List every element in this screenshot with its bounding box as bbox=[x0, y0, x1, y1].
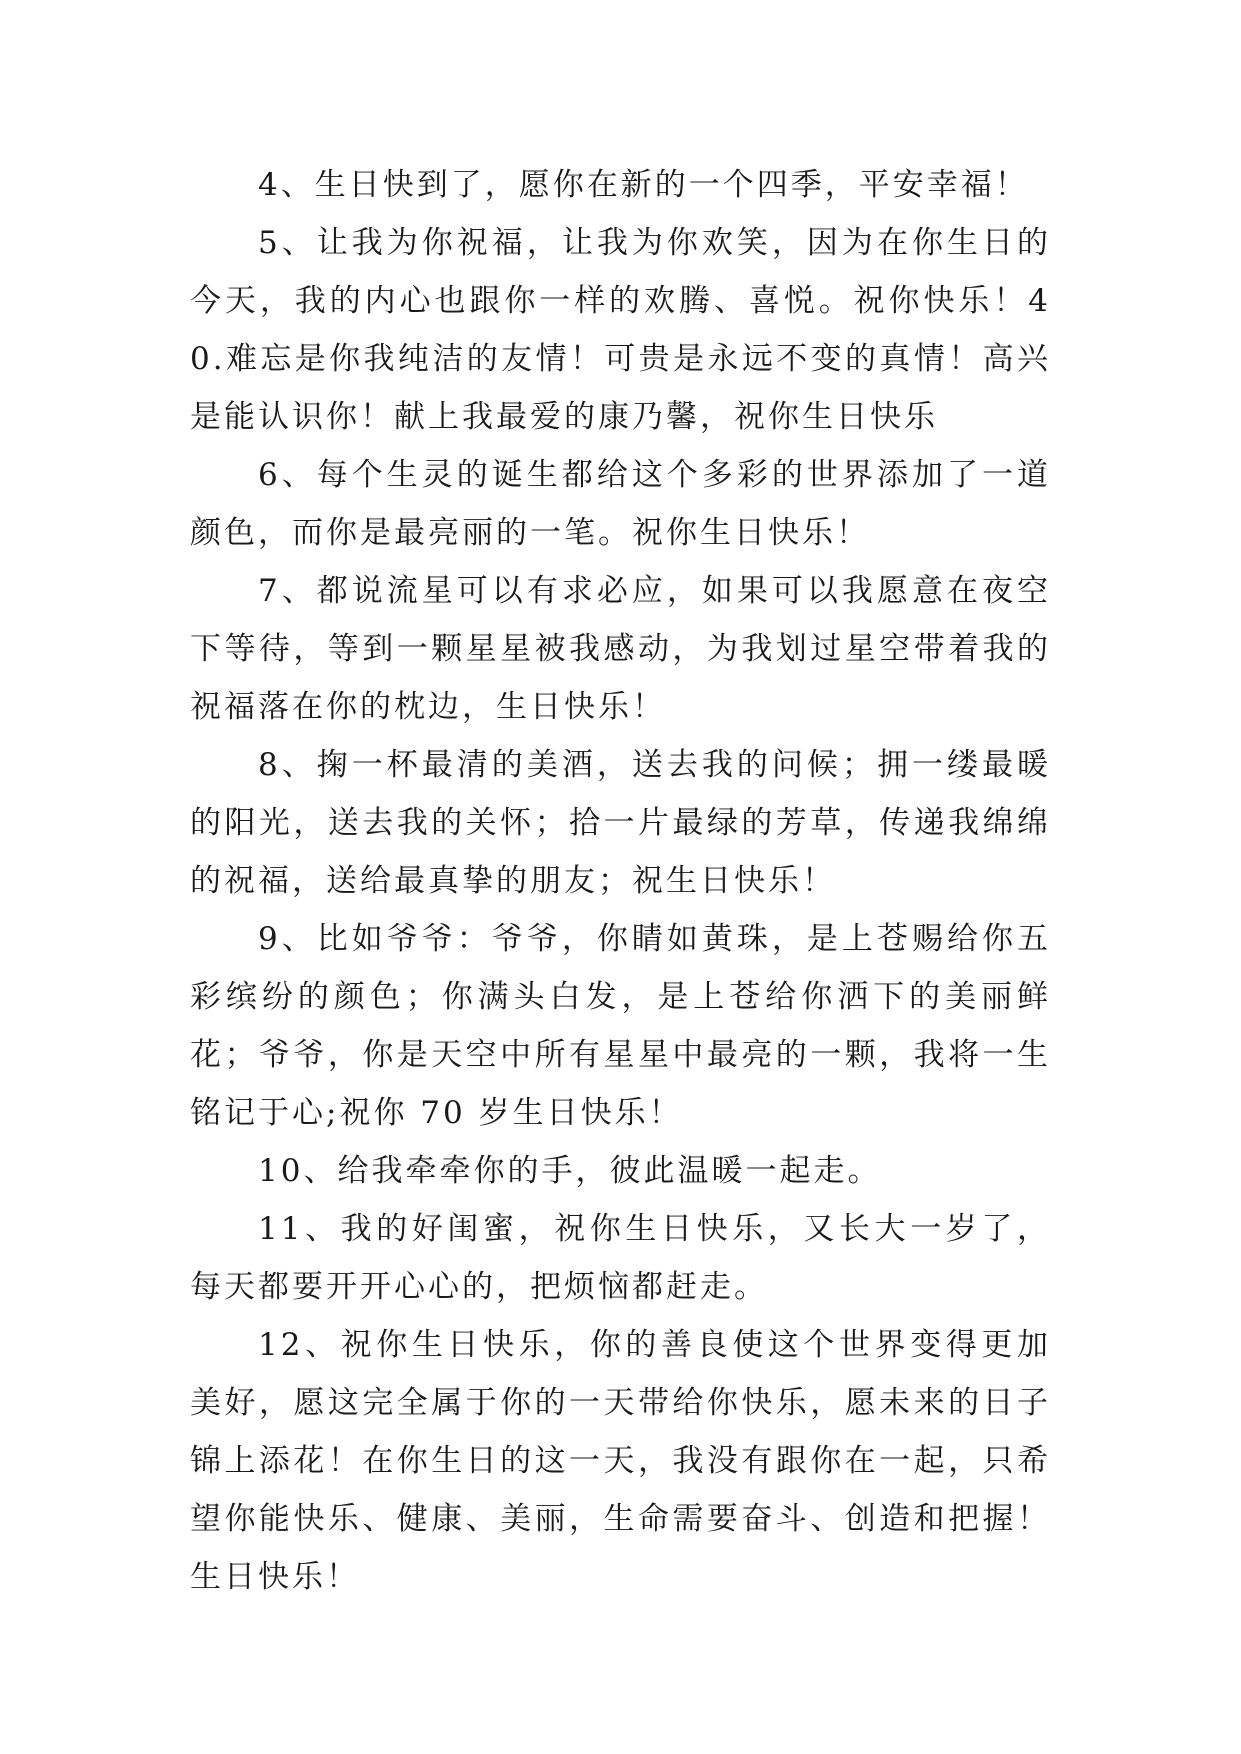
paragraph-8: 8、掬一杯最清的美酒，送去我的问候；拥一缕最暖的阳光，送去我的关怀；拾一片最绿的芳草，传递我绵绵的祝福，送给最真挚的朋友；祝生日快乐！ bbox=[190, 747, 1051, 899]
paragraph-9: 9、比如爷爷：爷爷，你睛如黄珠，是上苍赐给你五彩缤纷的颜色；你满头白发，是上苍给你洒下的美丽鲜花；爷爷，你是天空中所有星星中最亮的一颗，我将一生铭记于心;祝你 70 岁生日快乐！ bbox=[190, 921, 1051, 1131]
document-body bbox=[190, 156, 1051, 1606]
paragraph-7: 7、都说流星可以有求必应，如果可以我愿意在夜空下等待，等到一颗星星被我感动，为我划过星空带着我的祝福落在你的枕边，生日快乐！ bbox=[190, 573, 1051, 725]
paragraph-12: 12、祝你生日快乐，你的善良使这个世界变得更加美好，愿这完全属于你的一天带给你快乐，愿未来的日子锦上添花！在你生日的这一天，我没有跟你在一起，只希望你能快乐、健康、美丽，生命需要奋斗、创造和把握！生日快乐！ bbox=[190, 1327, 1051, 1595]
paragraph-4: 4、生日快到了，愿你在新的一个四季，平安幸福！ bbox=[258, 167, 1029, 203]
paragraph-10: 10、给我牵牵你的手，彼此温暖一起走。 bbox=[258, 1153, 882, 1189]
paragraph-6: 6、每个生灵的诞生都给这个多彩的世界添加了一道颜色，而你是最亮丽的一笔。祝你生日快乐！ bbox=[190, 457, 1051, 551]
paragraph-5: 5、让我为你祝福，让我为你欢笑，因为在你生日的今天，我的内心也跟你一样的欢腾、喜悦。祝你快乐！40.难忘是你我纯洁的友情！可贵是永远不变的真情！高兴是能认识你！献上我最爱的康乃馨，祝你生日快乐 bbox=[190, 225, 1051, 435]
paragraph-11: 11、我的好闺蜜，祝你生日快乐，又长大一岁了，每天都要开开心心的，把烦恼都赶走。 bbox=[190, 1211, 1051, 1305]
